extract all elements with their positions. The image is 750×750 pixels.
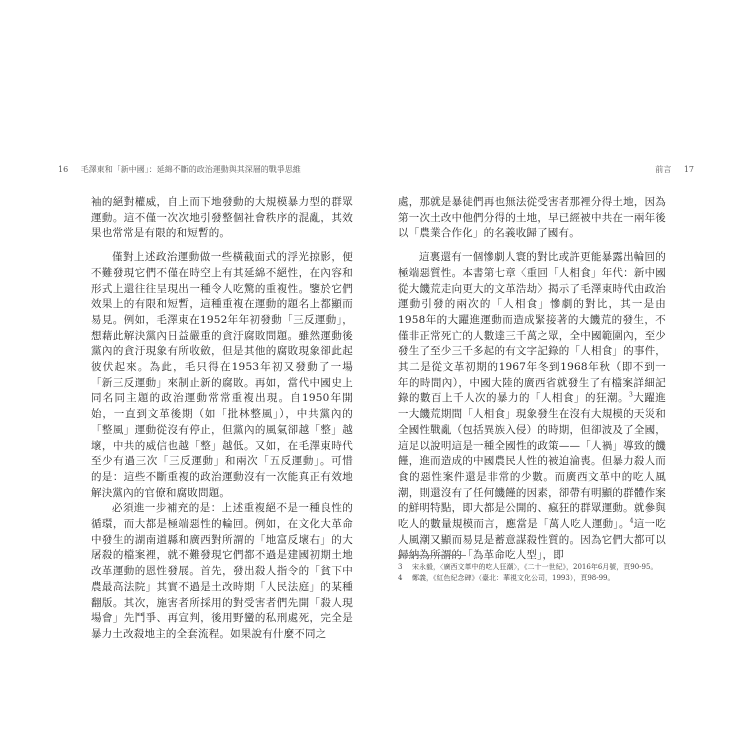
left-text-column — [91, 195, 353, 643]
right-running-head-title: 前言 — [655, 165, 672, 174]
paragraph: 僅對上述政治運動做一些橫截面式的浮光掠影，便不難發現它們不僅在時空上有其延綿不絕性，在內容和形式上還往往呈現出一種令人吃驚的重複性。鑒於它們效果上的有限和短暫，這種重複在運動的題名上都顯而易見。例如，毛澤東在1952年年初發動「三反運動」，想藉此解決黨內日益嚴重的貪汙腐敗問題。雖然運動後黨內的貪汙現象有所收斂，但是其他的腐敗現象卻此起彼伏起來。為此，毛只得在1953年初又發動了一場「新三反運動」來制止新的腐敗。再如，當代中國史上同名同主題的政治運動常常重複出現。自1950年開始，一直到文革後期（如「批林整風」），中共黨內的「整風」運動從沒有停止，但黨內的風氣卻越「整」越壞，中共的威信也越「整」越低。又如，在毛澤東時代至少有過三次「三反運動」和兩次「五反運動」。可惜的是：這些不斷重複的政治運動沒有一次能真正有效地解決黨內的官僚和腐敗問題。 — [91, 251, 353, 499]
footnote-3 — [398, 562, 666, 573]
footnotes — [398, 562, 666, 584]
footnote-text: 鄭義，《紅色紀念碑》（臺北：華視文化公司，1993），頁98-99。 — [412, 574, 615, 582]
paragraph-text: 這裏還有一個慘劇人寰的對比或許更能暴露出輪回的極端惡質性。本書第七章〈重回「人相食」年代：新中國從大饑荒走向更大的文革浩劫〉揭示了毛澤東時代由政治運動引發的兩次的「人相食」慘劇的對比，其一是由1958年的大躍進運動而造成緊接著的大饑荒的發生，不僅非正常死亡的人數達三千萬之眾，全中國範圍內，至少發生了至少三千多起的有文字記錄的「人相食」的事件，其二是從文革初期的1967年冬到1968年秋（即不到一年的時間內），中國大陸的廣西省就發生了有檔案詳細記錄的數百上千人次的暴力的「人相食」的狂潮。 — [398, 251, 666, 405]
footnote-divider — [398, 555, 466, 556]
footnote-marker-3: 3 — [628, 391, 633, 399]
right-running-header — [655, 164, 694, 175]
left-running-header — [58, 164, 301, 175]
footnote-text: 宋永毅，〈廣西文革中的吃人狂潮〉，《二十一世紀》，2016年6月號，頁90-95。 — [412, 563, 658, 571]
left-page-number: 16 — [58, 165, 69, 174]
paragraph-text: 這一吃人風潮又顯而易見是蓄意謀殺性質的。因為它們大都可以歸納為所謂的「為革命吃人型」，即 — [398, 518, 666, 562]
paragraph-with-footnote-3 — [398, 250, 666, 564]
paragraph: 必須進一步補充的是：上述重複絕不是一種良性的循環，而大都是極端惡性的輪回。例如，在文化大革命中發生的湖南道縣和廣西對所謂的「地富反壞右」的大屠殺的檔案裡，就不難發現它們都不過是建國初期土地改革運動的恩性發展。首先，發出殺人指令的「貧下中農最高法院」其實不過是土改時期「人民法庭」的某種翻版。其次，施害者所採用的對受害者們先開「殺人現場會」先鬥爭、再宣判，後用野蠻的私刑處死，完全是暴力土改殺地主的全套流程。如果說有什麼不同之 — [91, 502, 353, 640]
footnote-number: 3 — [398, 563, 403, 571]
footnote-4 — [398, 573, 666, 584]
left-running-head-title: 毛澤東和「新中國」：延綿不斷的政治運動與其深層的戰爭思維 — [80, 165, 301, 174]
footnote-marker-4: 4 — [629, 517, 634, 525]
right-text-column — [398, 195, 666, 564]
footnote-number: 4 — [398, 574, 403, 582]
paragraph: 袖的絕對權威，自上而下地發動的大規模暴力型的群眾運動。這不僅一次次地引發整個社會秩序的混亂，其效果也常常是有限的和短暫的。 — [91, 196, 353, 240]
paragraph-text: 大躍進一大饑荒期間「人相食」現象發生在沒有大規模的天災和全國性戰亂（包括異族入侵）的時期，但卻波及了全國，這足以說明這是一種全國性的政策——「人禍」導致的饑饉，進而造成的中國農民人性的被迫淪喪。但暴力殺人而食的惡性案件還是非常的少數。而廣西文革中的吃人風潮，則還沒有了任何饑饉的因素，卻帶有明顯的群體作案的鮮明特點，即大都是公開的、瘋狂的群眾運動。就參與吃人的數量規模而言，應當是「萬人吃人運動」。 — [398, 392, 666, 531]
paragraph: 處，那就是暴徒們再也無法從受害者那裡分得土地，因為第一次土改中他們分得的土地，早已經被中共在一兩年後以「農業合作化」的名義收歸了國有。 — [398, 196, 666, 240]
right-page-number: 17 — [683, 165, 694, 174]
